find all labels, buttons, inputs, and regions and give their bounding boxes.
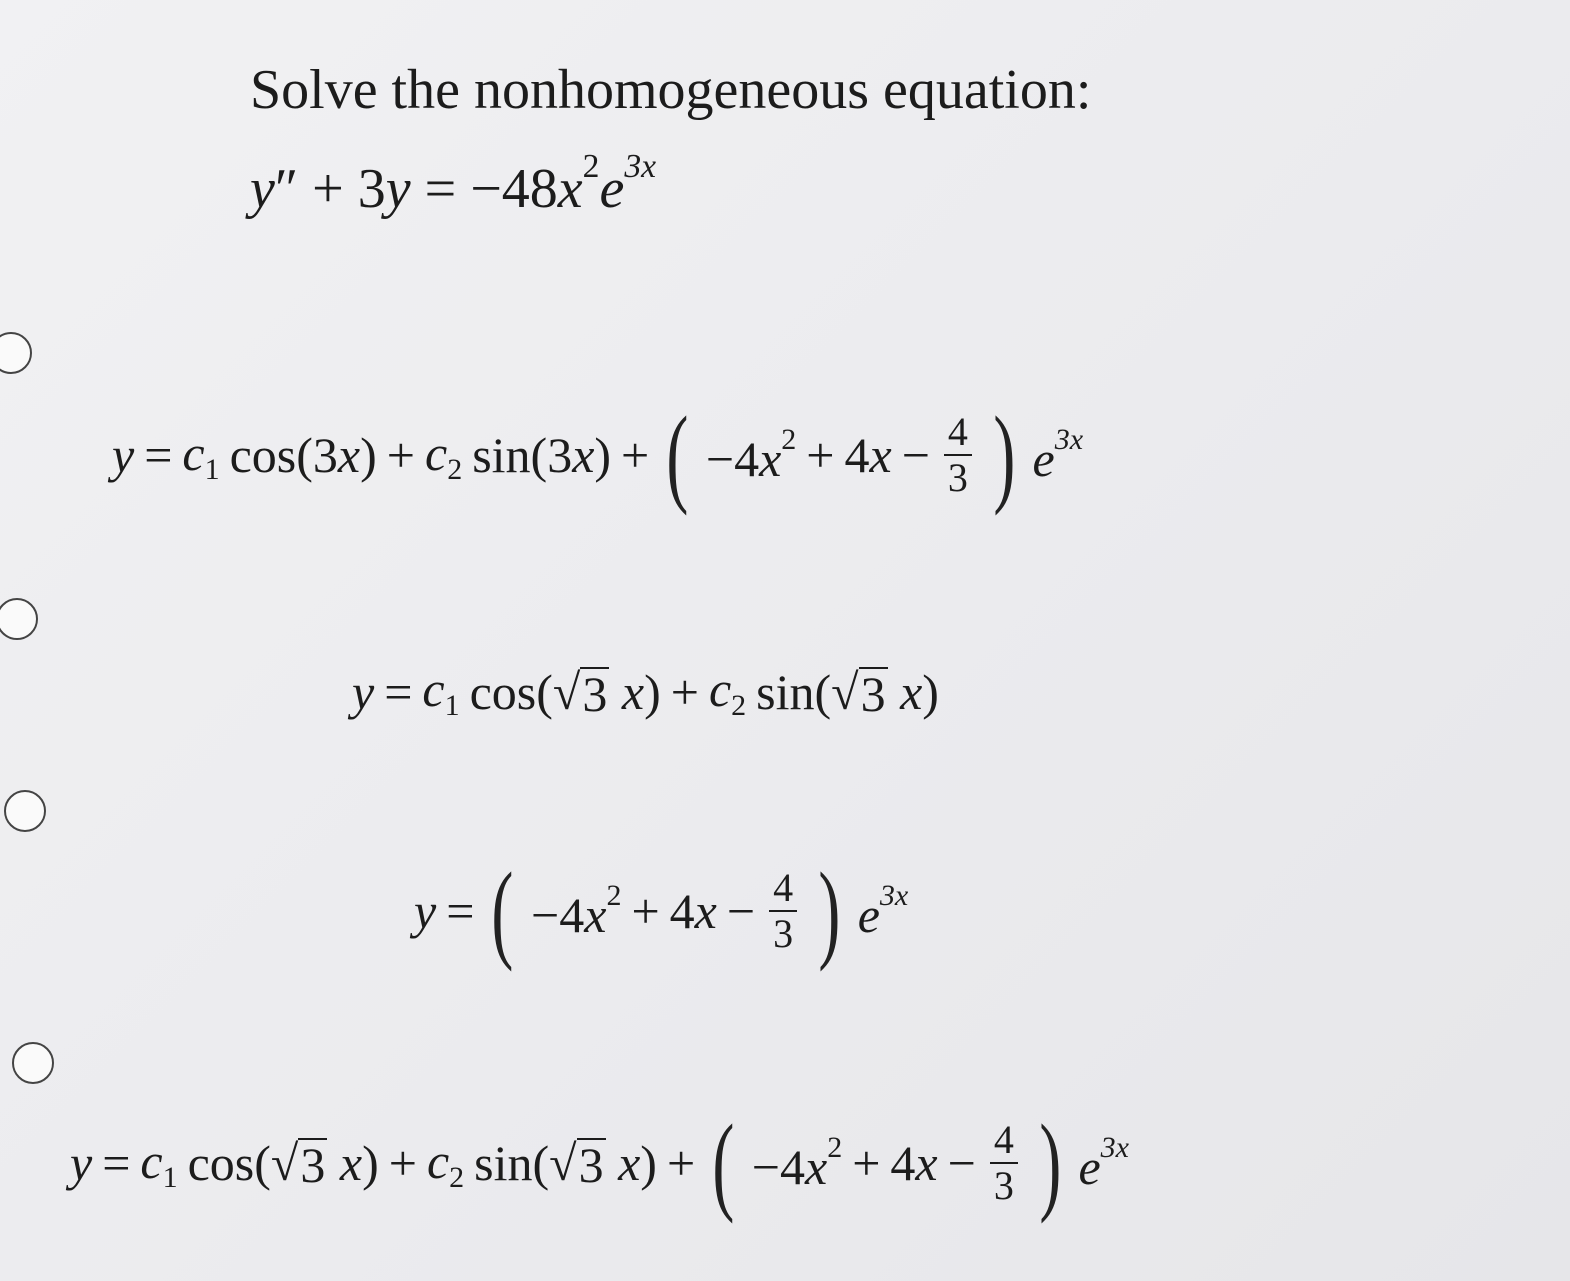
question-block <box>250 59 1092 221</box>
option-b-formula[interactable]: y = $c_1$ cos(√ 3 x) + $c_2$ sin(√ 3 x) <box>352 661 939 722</box>
option-a-formula[interactable]: y = $c_1$ cos(3x) + $c_2$ sin(3x) + ( $-4x^2$ + 4x − $\frac{4}{3}$ ) $e^{3x}$ <box>112 394 1084 516</box>
question-title: Solve the nonhomogeneous equation: <box>250 59 1092 121</box>
option-c-radio[interactable] <box>4 790 46 832</box>
question-equation: $y'' + 3y = -48x^2e^{3x}$ <box>250 148 657 221</box>
option-d-formula[interactable]: y = $c_1$ cos(√ 3 x) + $c_2$ sin(√ 3 x) + ( $-4x^2$ + 4x − $\frac{4}{3}$ ) $e^{3x}$ <box>70 1102 1129 1224</box>
option-b-radio[interactable] <box>0 598 38 640</box>
option-d-radio[interactable] <box>12 1042 54 1084</box>
option-c-formula[interactable]: y = ( $-4x^2$ + 4x − $\frac{4}{3}$ ) $e^{3x}$ <box>414 850 909 972</box>
option-a-radio[interactable] <box>0 332 32 374</box>
